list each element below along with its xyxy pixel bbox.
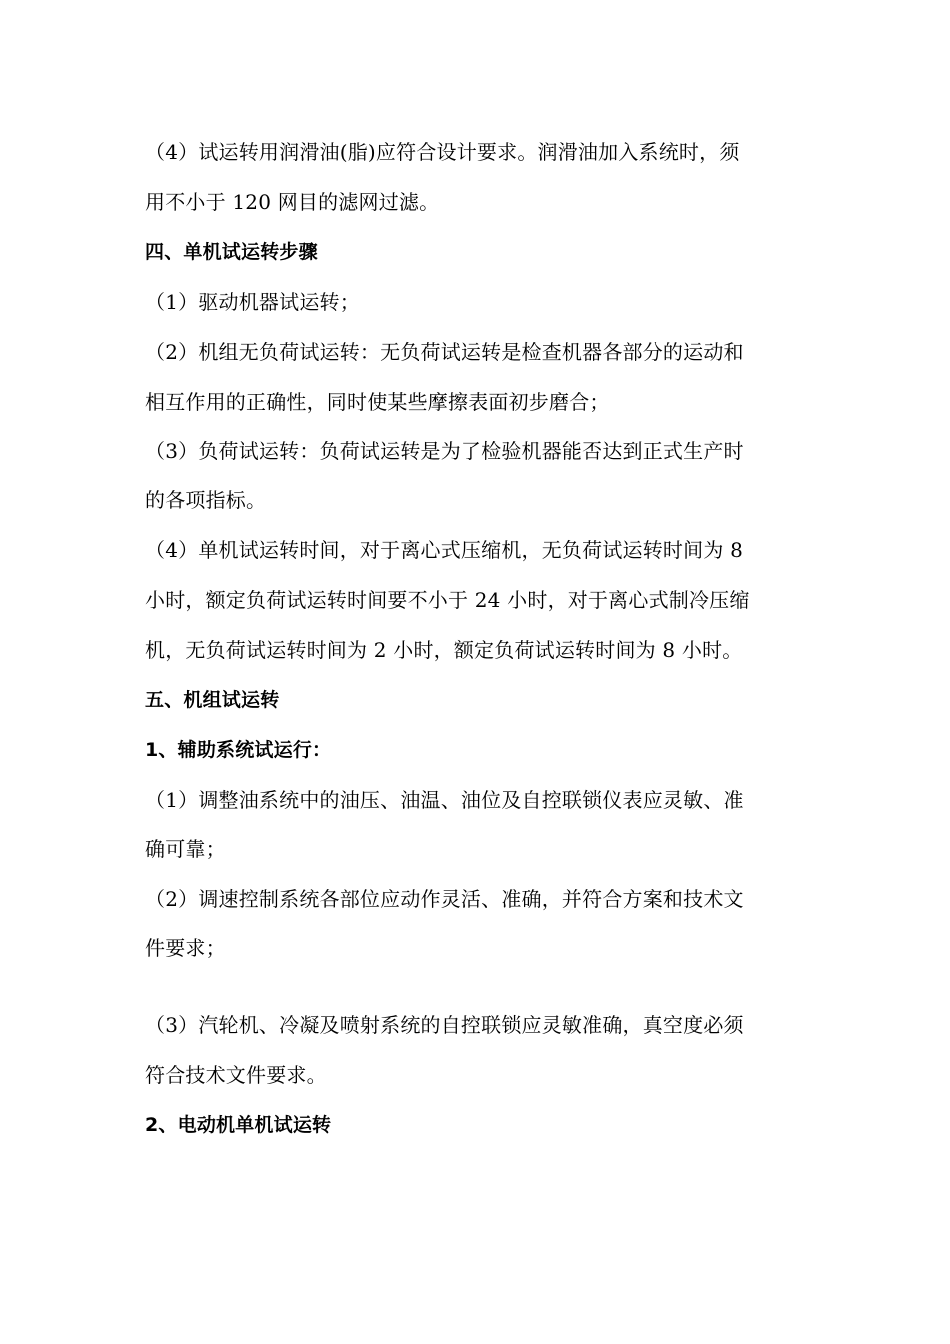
aux-item-2-line-1: （2）调速控制系统各部位应动作灵活、准确，并符合方案和技术文 xyxy=(145,887,744,911)
step-1-line: （1）驱动机器试运转； xyxy=(145,290,360,314)
step-2-line-2: 相互作用的正确性，同时使某些摩擦表面初步磨合； xyxy=(145,390,610,414)
step-4-line-3: 机，无负荷试运转时间为 2 小时，额定负荷试运转时间为 8 小时。 xyxy=(145,638,743,662)
step-4-line-2: 小时，额定负荷试运转时间要不小于 24 小时，对于离心式制冷压缩 xyxy=(145,588,750,612)
subheading-motor-test-run: 2、电动机单机试运转 xyxy=(145,1114,332,1136)
step-3-line-1: （3）负荷试运转：负荷试运转是为了检验机器能否达到正式生产时 xyxy=(145,439,744,463)
aux-item-2-line-2: 件要求； xyxy=(145,936,226,960)
paragraph-4-line-2: 用不小于 120 网目的滤网过滤。 xyxy=(145,190,440,214)
step-3-line-2: 的各项指标。 xyxy=(145,488,267,512)
aux-item-3-line-1: （3）汽轮机、冷凝及喷射系统的自控联锁应灵敏准确，真空度必须 xyxy=(145,1013,744,1037)
paragraph-4-line-1: （4）试运转用润滑油(脂)应符合设计要求。润滑油加入系统时，须 xyxy=(145,140,740,164)
aux-item-3-line-2: 符合技术文件要求。 xyxy=(145,1063,327,1087)
aux-item-1-line-2: 确可靠； xyxy=(145,837,226,861)
section-heading-5: 五、机组试运转 xyxy=(145,689,280,711)
subheading-auxiliary-system: 1、辅助系统试运行： xyxy=(145,739,332,761)
aux-item-1-line-1: （1）调整油系统中的油压、油温、油位及自控联锁仪表应灵敏、准 xyxy=(145,788,744,812)
section-heading-4: 四、单机试运转步骤 xyxy=(145,241,318,263)
step-4-line-1: （4）单机试运转时间，对于离心式压缩机，无负荷试运转时间为 8 xyxy=(145,538,744,562)
step-2-line-1: （2）机组无负荷试运转：无负荷试运转是检查机器各部分的运动和 xyxy=(145,340,744,364)
